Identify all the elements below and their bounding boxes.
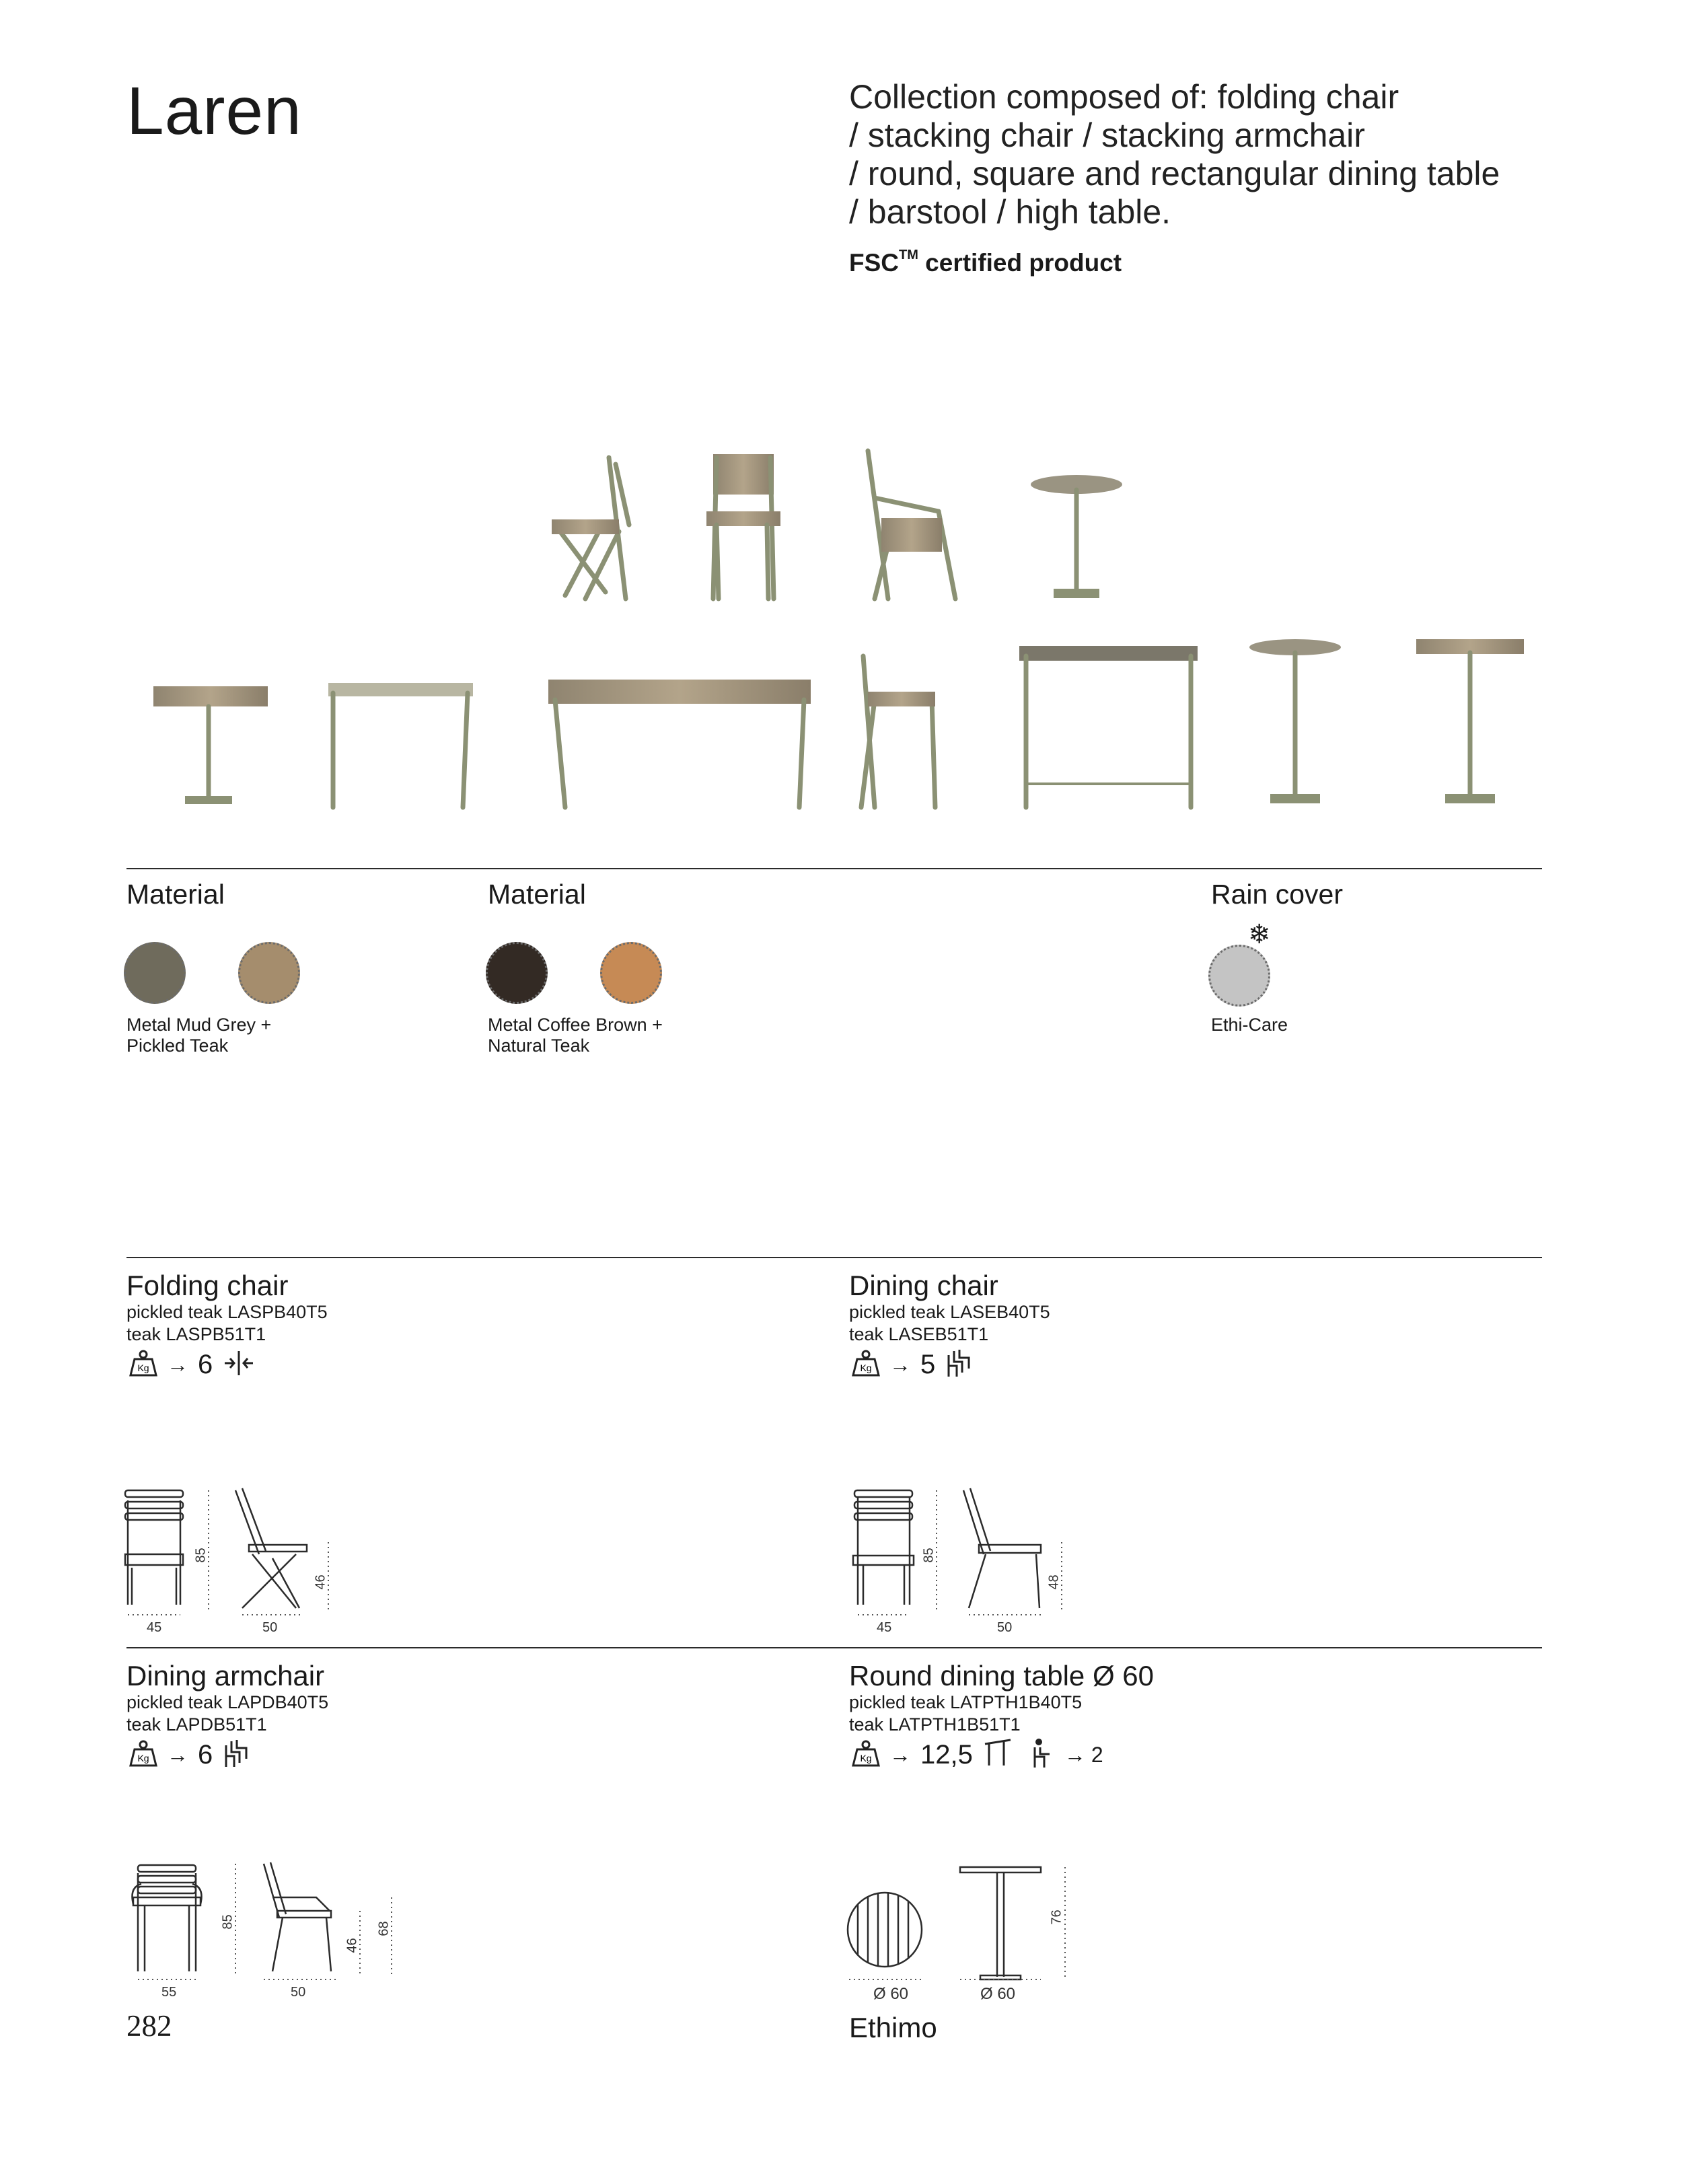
product-code: pickled teak LAPDB40T5 [126,1692,329,1712]
product-code: teak LASEB51T1 [849,1324,989,1344]
svg-text:Kg: Kg [860,1752,872,1763]
folding-chair-front-drawing [125,1490,183,1605]
material-label-line: Natural Teak [488,1035,590,1056]
weight-value: 5 [920,1349,936,1379]
round-table-top-drawing [848,1893,922,1967]
dimension-depth: 50 [262,1620,278,1635]
dimension-width: 55 [161,1985,177,2000]
dimension-height: 76 [1049,1909,1064,1925]
description-line: / round, square and rectangular dining table [849,155,1500,192]
seats-value: 2 [1091,1742,1103,1767]
dimension-seat-height: 46 [313,1574,328,1590]
round-table-side-drawing [960,1867,1041,1979]
description-line: Collection composed of: folding chair [849,78,1399,116]
dining-chair-side-drawing [963,1488,1041,1608]
svg-text:Kg: Kg [860,1362,872,1373]
arrow-icon: → [167,1352,188,1377]
dimension-seat-height: 46 [344,1938,360,1953]
product-code: pickled teak LASEB40T5 [849,1302,1050,1322]
product-code: teak LASPB51T1 [126,1324,266,1344]
dimension-height: 85 [193,1548,209,1563]
product-title: Folding chair [126,1270,289,1301]
dimension-width: 45 [147,1620,162,1635]
product-code: teak LATPTH1B51T1 [849,1714,1021,1735]
dimension-arm-height: 68 [376,1921,392,1936]
weight-value: 6 [198,1349,213,1379]
dimension-height: 85 [921,1548,937,1563]
dimension-diameter: Ø 60 [980,1985,1016,2003]
trademark-mark: TM [899,248,918,262]
product-title: Dining armchair [126,1660,325,1691]
svg-text:Kg: Kg [137,1362,149,1373]
material-label-line: Pickled Teak [126,1035,229,1056]
brand-name: Ethimo [849,2012,937,2043]
product-code: pickled teak LASPB40T5 [126,1302,328,1322]
collection-title: Laren [126,73,302,149]
fsc-suffix: certified product [925,249,1122,277]
arrow-icon: → [1064,1742,1086,1767]
product-title: Round dining table Ø 60 [849,1660,1154,1691]
folding-chair-side-drawing [235,1488,307,1608]
weight-value: 6 [198,1739,213,1770]
armchair-front-drawing [133,1865,202,1971]
dining-chair-front-drawing [853,1490,914,1605]
product-code: pickled teak LATPTH1B40T5 [849,1692,1083,1712]
product-code: teak LAPDB51T1 [126,1714,267,1735]
dimension-seat-height: 48 [1046,1574,1062,1590]
arrow-icon: → [889,1742,911,1767]
rain-cover-label: Ethi-Care [1211,1015,1288,1035]
snowflake-icon: ❄ [1248,920,1271,949]
dimension-depth: 50 [291,1985,306,2000]
material-label-line: Metal Mud Grey + [126,1015,272,1035]
description-line: / stacking chair / stacking armchair [849,116,1365,154]
material-label-line: Metal Coffee Brown + [488,1015,663,1035]
product-title: Dining chair [849,1270,998,1301]
dimension-depth: 50 [997,1620,1013,1635]
fsc-label: FSC [849,249,899,277]
page-number: 282 [126,2009,172,2043]
description-line: / barstool / high table. [849,193,1171,231]
dimension-width: 45 [877,1620,892,1635]
material-heading: Material [126,879,225,910]
arrow-icon: → [889,1352,911,1377]
weight-value: 12,5 [920,1739,973,1770]
material-heading: Material [488,879,586,910]
dimension-diameter: Ø 60 [873,1985,909,2003]
dimension-height: 85 [220,1914,235,1930]
arrow-icon: → [167,1742,188,1767]
svg-text:Kg: Kg [137,1752,149,1763]
rain-cover-heading: Rain cover [1211,879,1343,910]
armchair-side-drawing [264,1862,331,1971]
